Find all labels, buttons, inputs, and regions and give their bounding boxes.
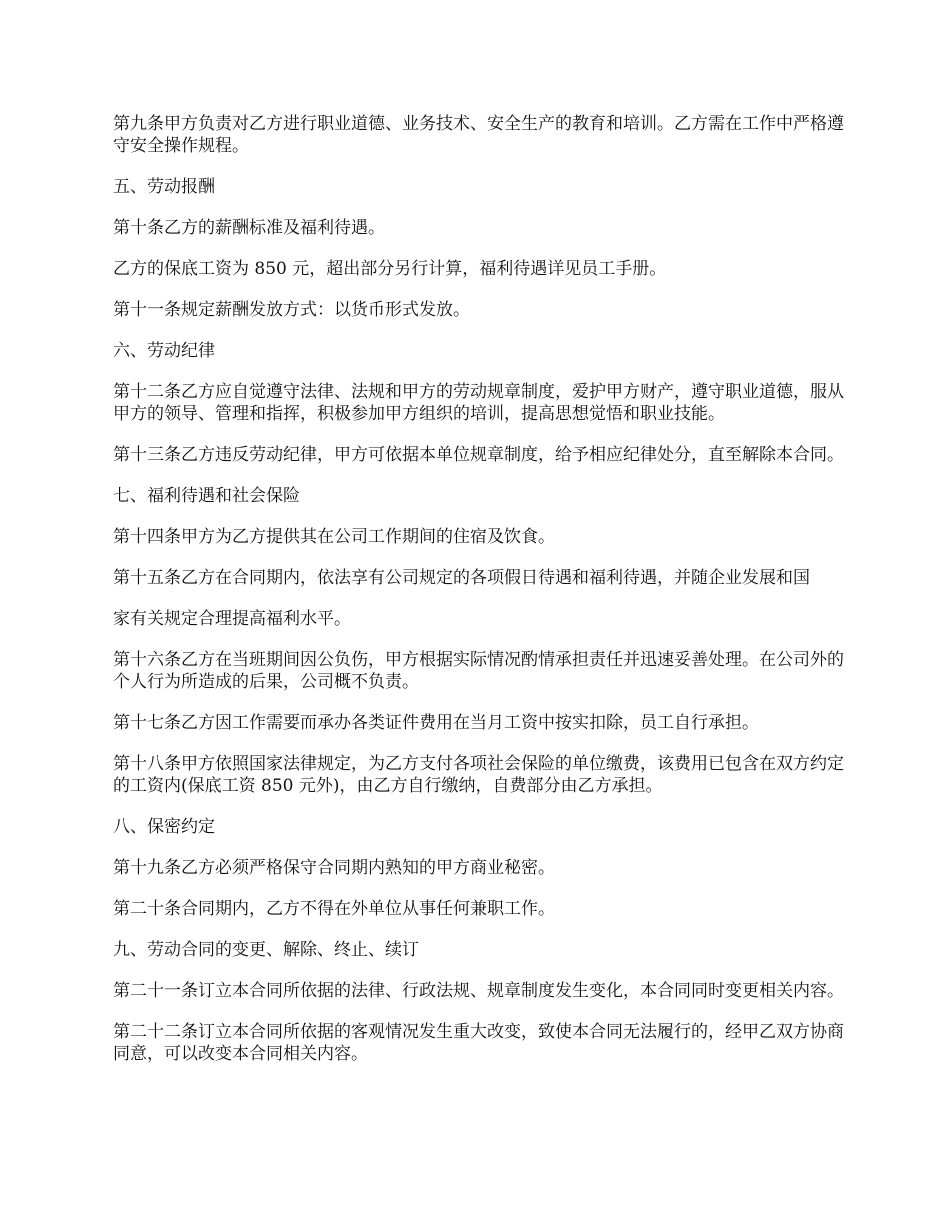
paragraph-article-20: 第二十条合同期内，乙方不得在外单位从事任何兼职工作。 [113, 899, 555, 919]
paragraph-base-salary: 乙方的保底工资为 850 元，超出部分另行计算，福利待遇详见员工手册。 [113, 259, 667, 279]
paragraph-article-22: 第二十二条订立本合同所依据的客观情况发生重大改变，致使本合同无法履行的，经甲乙双方协商同意，可以改变本合同相关内容。 [113, 1022, 844, 1064]
section-heading-5: 五、劳动报酬 [113, 177, 215, 197]
paragraph-article-10: 第十条乙方的薪酬标准及福利待遇。 [113, 218, 385, 238]
section-heading-8: 八、保密约定 [113, 817, 215, 837]
section-heading-9: 九、劳动合同的变更、解除、终止、续订 [113, 940, 419, 960]
paragraph-article-12: 第十二条乙方应自觉遵守法律、法规和甲方的劳动规章制度，爱护甲方财产，遵守职业道德，服从甲方的领导、管理和指挥，积极参加甲方组织的培训，提高思想觉悟和职业技能。 [113, 382, 844, 424]
paragraph-article-11: 第十一条规定薪酬发放方式：以货币形式发放。 [113, 300, 470, 320]
paragraph-article-17: 第十七条乙方因工作需要而承办各类证件费用在当月工资中按实扣除，员工自行承担。 [113, 713, 759, 733]
paragraph-article-14: 第十四条甲方为乙方提供其在公司工作期间的住宿及饮食。 [113, 527, 555, 547]
paragraph-article-18: 第十八条甲方依照国家法律规定，为乙方支付各项社会保险的单位缴费，该费用已包含在双方约定的工资内(保底工资 850 元外)，由乙方自行缴纳，自费部分由乙方承担。 [113, 754, 844, 796]
paragraph-article-13: 第十三条乙方违反劳动纪律，甲方可依据本单位规章制度，给予相应纪律处分，直至解除本合同。 [113, 445, 844, 465]
section-heading-6: 六、劳动纪律 [113, 341, 215, 361]
document-page [113, 113, 845, 1084]
paragraph-article-16: 第十六条乙方在当班期间因公负伤，甲方根据实际情况酌情承担责任并迅速妥善处理。在公司外的个人行为所造成的后果，公司概不负责。 [113, 650, 844, 692]
section-heading-7: 七、福利待遇和社会保险 [113, 486, 300, 506]
paragraph-article-15: 第十五条乙方在合同期内，依法享有公司规定的各项假日待遇和福利待遇，并随企业发展和国 [113, 568, 810, 588]
paragraph-article-15-continued: 家有关规定合理提高福利水平。 [113, 609, 351, 629]
paragraph-article-21: 第二十一条订立本合同所依据的法律、行政法规、规章制度发生变化，本合同同时变更相关内容。 [113, 981, 844, 1001]
paragraph-article-19: 第十九条乙方必须严格保守合同期内熟知的甲方商业秘密。 [113, 858, 555, 878]
paragraph-article-9: 第九条甲方负责对乙方进行职业道德、业务技术、安全生产的教育和培训。乙方需在工作中严格遵守安全操作规程。 [113, 114, 844, 156]
